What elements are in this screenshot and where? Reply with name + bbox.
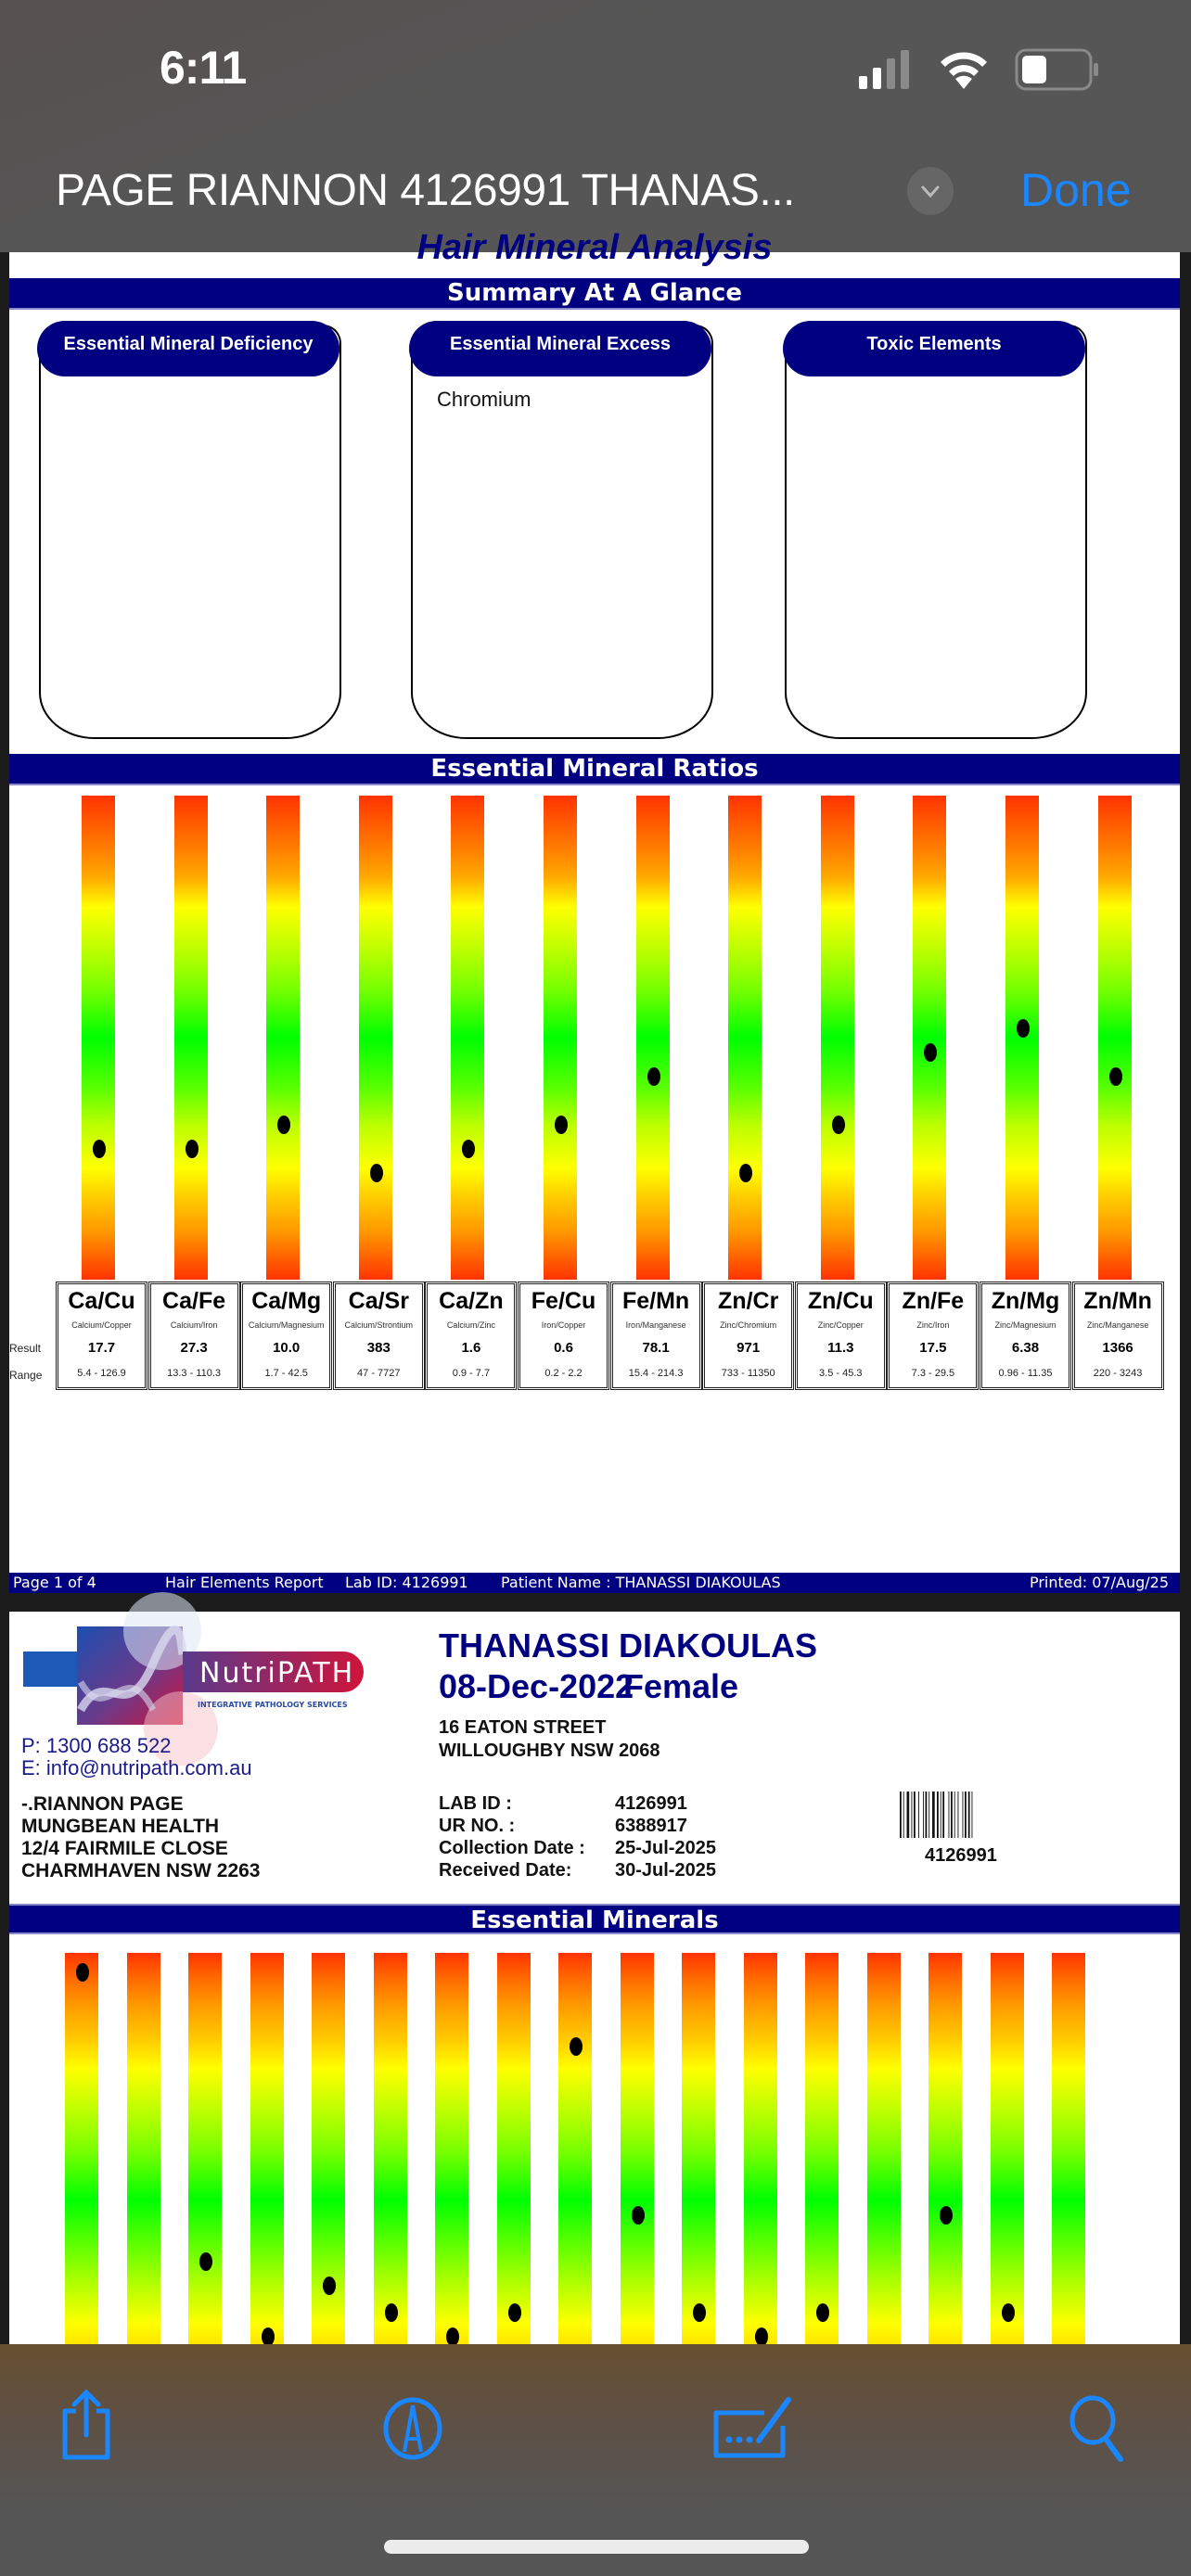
ratio-gauge-bar (1005, 796, 1039, 1280)
summary-item: Chromium (437, 388, 531, 411)
meta-value: 4126991 (615, 1793, 687, 1814)
ratio-cell (610, 1282, 702, 1390)
ratio-gauge-marker (924, 1043, 937, 1062)
ratio-symbol: Ca/Cu (68, 1288, 135, 1314)
home-indicator[interactable] (384, 2540, 809, 2554)
ratio-symbol: Zn/Cu (807, 1288, 874, 1314)
status-time: 6:11 (160, 42, 247, 94)
mineral-gauge-bar (127, 1953, 160, 2352)
meta-value: 6388917 (615, 1816, 687, 1836)
ratio-cell (240, 1282, 332, 1390)
ratio-name: Zinc/Chromium (720, 1320, 777, 1330)
ratio-cell (887, 1282, 979, 1390)
mineral-gauge-bar (250, 1953, 284, 2352)
search-icon[interactable] (1067, 2394, 1132, 2463)
ratio-result: 11.3 (827, 1340, 854, 1356)
meta-label: LAB ID : (439, 1793, 512, 1814)
ratio-gauge-bar (728, 796, 762, 1280)
mineral-gauge-bar (497, 1953, 531, 2352)
ratio-gauge-marker (277, 1116, 290, 1134)
clinic-line: -.RIANNON PAGE (21, 1793, 184, 1815)
ratio-gauge-marker (93, 1140, 106, 1158)
mineral-gauge-marker (570, 2037, 583, 2056)
mineral-gauge-marker (816, 2303, 829, 2322)
range-row-label: Range (9, 1369, 43, 1382)
summary-section-header: Summary At A Glance (9, 278, 1180, 310)
ratio-result: 6.38 (1011, 1340, 1040, 1356)
ratio-result: 383 (366, 1340, 391, 1356)
title-menu-button[interactable] (907, 167, 954, 215)
patient-address-line: 16 EATON STREET (439, 1717, 607, 1738)
ratio-symbol: Ca/Sr (348, 1288, 409, 1314)
ratio-gauge-marker (832, 1116, 845, 1134)
mineral-gauge-marker (446, 2327, 459, 2346)
ratio-range: 13.3 - 110.3 (167, 1368, 222, 1379)
ratio-symbol: Fe/Cu (531, 1288, 596, 1314)
meta-value: 25-Jul-2025 (615, 1838, 716, 1858)
ratio-result: 1366 (1102, 1340, 1133, 1356)
mineral-gauge-marker (1002, 2303, 1015, 2322)
ratio-name: Zinc/Manganese (1086, 1320, 1149, 1330)
ratio-cell (148, 1282, 240, 1390)
ratios-section-header: Essential Mineral Ratios (9, 754, 1180, 785)
ratio-range: 733 - 11350 (721, 1368, 775, 1379)
footer-lab-id: Lab ID: 4126991 (345, 1574, 468, 1591)
ratio-result: 27.3 (180, 1340, 208, 1356)
ratio-cell (795, 1282, 887, 1390)
chevron-down-icon (907, 167, 954, 215)
mineral-gauge-marker (693, 2303, 706, 2322)
barcode-number: 4126991 (925, 1845, 997, 1866)
summary-box-title: Toxic Elements (783, 321, 1085, 376)
mineral-gauge-bar (682, 1953, 715, 2352)
ratio-name: Iron/Copper (541, 1320, 586, 1330)
ratio-gauge-bar (821, 796, 854, 1280)
ratio-result: 971 (736, 1340, 761, 1356)
clinic-line: MUNGBEAN HEALTH (21, 1816, 220, 1837)
ratio-gauge-bar (544, 796, 577, 1280)
mineral-gauge-bar (867, 1953, 901, 2352)
meta-label: Collection Date : (439, 1838, 585, 1858)
ratio-gauge-marker (739, 1164, 752, 1182)
ratio-cell (980, 1282, 1071, 1390)
meta-value: 30-Jul-2025 (615, 1860, 716, 1881)
ratio-range: 0.9 - 7.7 (452, 1368, 491, 1379)
mineral-gauge-marker (199, 2252, 212, 2271)
ratio-result: 17.7 (87, 1340, 116, 1356)
mineral-gauge-marker (508, 2303, 521, 2322)
clinic-line: CHARMHAVEN NSW 2263 (21, 1860, 261, 1881)
mineral-gauge-bar (188, 1953, 222, 2352)
ratio-symbol: Zn/Fe (902, 1288, 965, 1314)
clinic-line: 12/4 FAIRMILE CLOSE (21, 1838, 228, 1859)
ratio-symbol: Fe/Mn (621, 1288, 690, 1314)
wifi-icon (937, 46, 991, 91)
ratio-gauge-bar (451, 796, 484, 1280)
document-page-2 (9, 1612, 1180, 2344)
ratio-cell (333, 1282, 425, 1390)
ratio-range: 5.4 - 126.9 (77, 1368, 126, 1379)
summary-box-deficiency (39, 325, 341, 739)
ratio-gauge-marker (647, 1067, 660, 1086)
ratio-result: 1.6 (461, 1340, 481, 1356)
ratio-range: 0.96 - 11.35 (998, 1368, 1053, 1379)
summary-box-toxic (785, 325, 1087, 739)
barcode (900, 1792, 996, 1838)
nutripath-logo (23, 1626, 378, 1725)
patient-dob: 08-Dec-2022 (439, 1667, 634, 1705)
ratio-result: 10.0 (273, 1340, 301, 1356)
markup-icon[interactable] (380, 2396, 445, 2461)
ratio-symbol: Ca/Fe (162, 1288, 226, 1314)
ratio-name: Calcium/Copper (71, 1320, 132, 1330)
mineral-gauge-bar (312, 1953, 345, 2352)
mineral-gauge-bar (991, 1953, 1024, 2352)
patient-name: THANASSI DIAKOULAS (439, 1626, 818, 1664)
footer-patient-name: Patient Name : THANASSI DIAKOULAS (501, 1574, 781, 1591)
mineral-gauge-marker (262, 2327, 275, 2346)
ratio-symbol: Zn/Mn (1083, 1288, 1152, 1314)
ratio-range: 47 - 7727 (357, 1368, 401, 1379)
lab-email: E: info@nutripath.com.au (21, 1756, 252, 1779)
ratio-cell (518, 1282, 609, 1390)
ratio-name: Calcium/Strontium (344, 1320, 414, 1330)
ratio-range: 0.2 - 2.2 (544, 1368, 583, 1379)
footer-printed-date: Printed: 07/Aug/25 (1029, 1574, 1169, 1591)
ratio-range: 220 - 3243 (1093, 1368, 1143, 1379)
mineral-gauge-bar (374, 1953, 407, 2352)
svg-text:INTEGRATIVE PATHOLOGY SERVICES: INTEGRATIVE PATHOLOGY SERVICES (198, 1701, 348, 1709)
ratio-name: Zinc/Magnesium (994, 1320, 1057, 1330)
lab-phone: P: 1300 688 522 (21, 1734, 172, 1757)
mineral-gauge-bar (65, 1953, 98, 2352)
ratio-gauge-marker (555, 1116, 568, 1134)
ratio-name: Iron/Manganese (625, 1320, 686, 1330)
done-button[interactable]: Done (1020, 164, 1132, 216)
svg-text:NutriPATH: NutriPATH (199, 1657, 355, 1690)
mineral-gauge-marker (323, 2276, 336, 2295)
mineral-gauge-marker (632, 2206, 645, 2225)
ratio-symbol: Ca/Mg (251, 1288, 322, 1314)
ratio-name: Calcium/Magnesium (248, 1320, 325, 1330)
ratio-result: 0.6 (554, 1340, 573, 1356)
ratio-range: 1.7 - 42.5 (264, 1368, 308, 1379)
ratio-cell (1072, 1282, 1164, 1390)
mineral-gauge-bar (744, 1953, 777, 2352)
mineral-gauge-bar (928, 1953, 962, 2352)
ratio-symbol: Zn/Mg (991, 1288, 1060, 1314)
ratio-symbol: Zn/Cr (718, 1288, 779, 1314)
ratio-gauge-bar (1098, 796, 1132, 1280)
mineral-gauge-marker (76, 1963, 89, 1982)
ratio-range: 7.3 - 29.5 (911, 1368, 955, 1379)
ratio-gauge-marker (370, 1164, 383, 1182)
summary-box-excess (411, 325, 713, 739)
mineral-gauge-bar (435, 1953, 468, 2352)
ratio-symbol: Ca/Zn (439, 1288, 504, 1314)
mineral-gauge-marker (755, 2327, 768, 2346)
ratio-gauge-marker (462, 1140, 475, 1158)
ratio-gauge-bar (913, 796, 946, 1280)
mineral-gauge-bar (621, 1953, 654, 2352)
cellular-signal-icon (857, 48, 916, 89)
meta-label: UR NO. : (439, 1816, 516, 1836)
minerals-section-header: Essential Minerals (9, 1904, 1180, 1934)
mineral-gauge-marker (385, 2303, 398, 2322)
summary-box-title: Essential Mineral Excess (409, 321, 711, 376)
footer-page-number: Page 1 of 4 (13, 1574, 96, 1591)
footer-report-name: Hair Elements Report (165, 1574, 324, 1591)
report-title: Hair Mineral Analysis (416, 228, 773, 267)
mineral-gauge-bar (558, 1953, 592, 2352)
page-footer (9, 1573, 1180, 1593)
ratio-gauge-marker (1109, 1067, 1122, 1086)
ratio-gauge-bar (174, 796, 208, 1280)
ratio-cell (56, 1282, 147, 1390)
ratio-cell (702, 1282, 794, 1390)
ratio-result: 17.5 (919, 1340, 947, 1356)
ratio-gauge-bar (359, 796, 392, 1280)
mineral-gauge-bar (1052, 1953, 1085, 2352)
summary-box-title: Essential Mineral Deficiency (37, 321, 339, 376)
result-row-label: Result (9, 1342, 42, 1355)
ratio-range: 15.4 - 214.3 (628, 1368, 684, 1379)
ratio-cell (425, 1282, 517, 1390)
meta-label: Received Date: (439, 1860, 572, 1881)
ratio-gauge-bar (266, 796, 300, 1280)
ratio-gauge-bar (636, 796, 670, 1280)
document-page-1 (9, 228, 1180, 1593)
mineral-gauge-marker (940, 2206, 953, 2225)
ratio-range: 3.5 - 45.3 (819, 1368, 863, 1379)
ratio-name: Zinc/Iron (916, 1320, 950, 1330)
ratio-gauge-marker (186, 1140, 198, 1158)
mineral-gauge-bar (805, 1953, 839, 2352)
ratio-name: Calcium/Zinc (446, 1320, 495, 1330)
ratio-gauge-bar (82, 796, 115, 1280)
ratio-name: Zinc/Copper (817, 1320, 864, 1330)
signature-icon[interactable] (709, 2392, 801, 2457)
share-icon[interactable] (58, 2389, 115, 2463)
patient-address-line: WILLOUGHBY NSW 2068 (439, 1741, 660, 1761)
document-title: PAGE RIANNON 4126991 THANAS... (56, 166, 795, 215)
battery-icon (1015, 48, 1100, 91)
ratio-result: 78.1 (642, 1340, 670, 1356)
ratio-name: Calcium/Iron (170, 1320, 218, 1330)
ratio-gauge-marker (1017, 1019, 1030, 1038)
patient-sex: Female (623, 1667, 739, 1705)
